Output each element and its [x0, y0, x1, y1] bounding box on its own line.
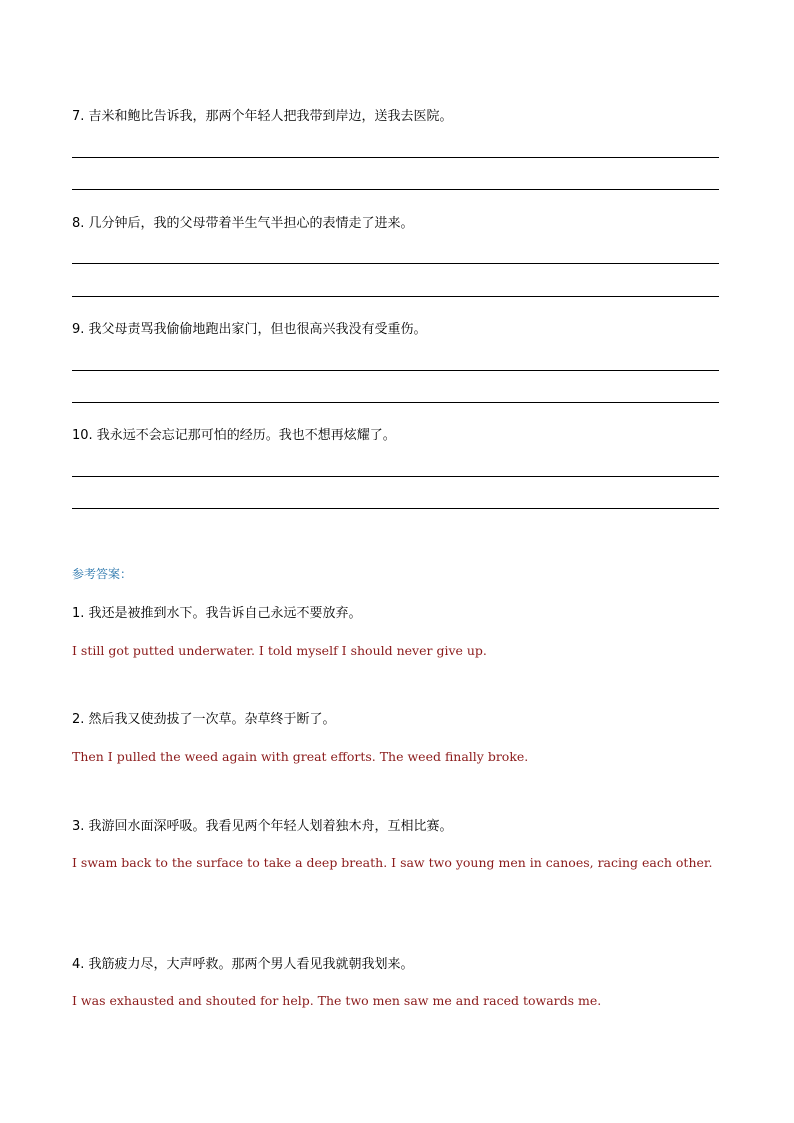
answers-heading: 参考答案： [72, 567, 133, 581]
answer-line[interactable] [72, 157, 719, 158]
answer-2-english: Then I pulled the weed again with great efforts. The weed finally broke. [72, 749, 529, 764]
answer-3-chinese: 3. 我游回水面深呼吸。我看见两个年轻人划着独木舟，互相比赛。 [72, 819, 453, 834]
answer-1-english: I still got putted underwater. I told myself I should never give up. [72, 643, 487, 658]
answer-4-chinese: 4. 我筋疲力尽，大声呼救。那两个男人看见我就朝我划来。 [72, 957, 414, 972]
exercise-9-prompt: 9. 我父母责骂我偷偷地跑出家门，但也很高兴我没有受重伤。 [72, 322, 427, 337]
answer-3-english: I swam back to the surface to take a deep breath. I saw two young men in canoes, racing each other. [72, 855, 713, 870]
answer-line[interactable] [72, 402, 719, 403]
exercise-10-prompt: 10. 我永远不会忘记那可怕的经历。我也不想再炫耀了。 [72, 428, 396, 443]
answer-line[interactable] [72, 476, 719, 477]
answer-line[interactable] [72, 189, 719, 190]
answer-line[interactable] [72, 508, 719, 509]
answer-line[interactable] [72, 370, 719, 371]
answer-1-chinese: 1. 我还是被推到水下。我告诉自己永远不要放弃。 [72, 606, 362, 621]
answer-line[interactable] [72, 263, 719, 264]
answer-2-chinese: 2. 然后我又使劲拔了一次草。杂草终于断了。 [72, 712, 336, 727]
exercise-7-prompt: 7. 吉米和鲍比告诉我，那两个年轻人把我带到岸边，送我去医院。 [72, 109, 453, 124]
answer-4-english: I was exhausted and shouted for help. The two men saw me and raced towards me. [72, 993, 602, 1008]
exercise-8-prompt: 8. 几分钟后，我的父母带着半生气半担心的表情走了进来。 [72, 216, 414, 231]
answer-line[interactable] [72, 296, 719, 297]
